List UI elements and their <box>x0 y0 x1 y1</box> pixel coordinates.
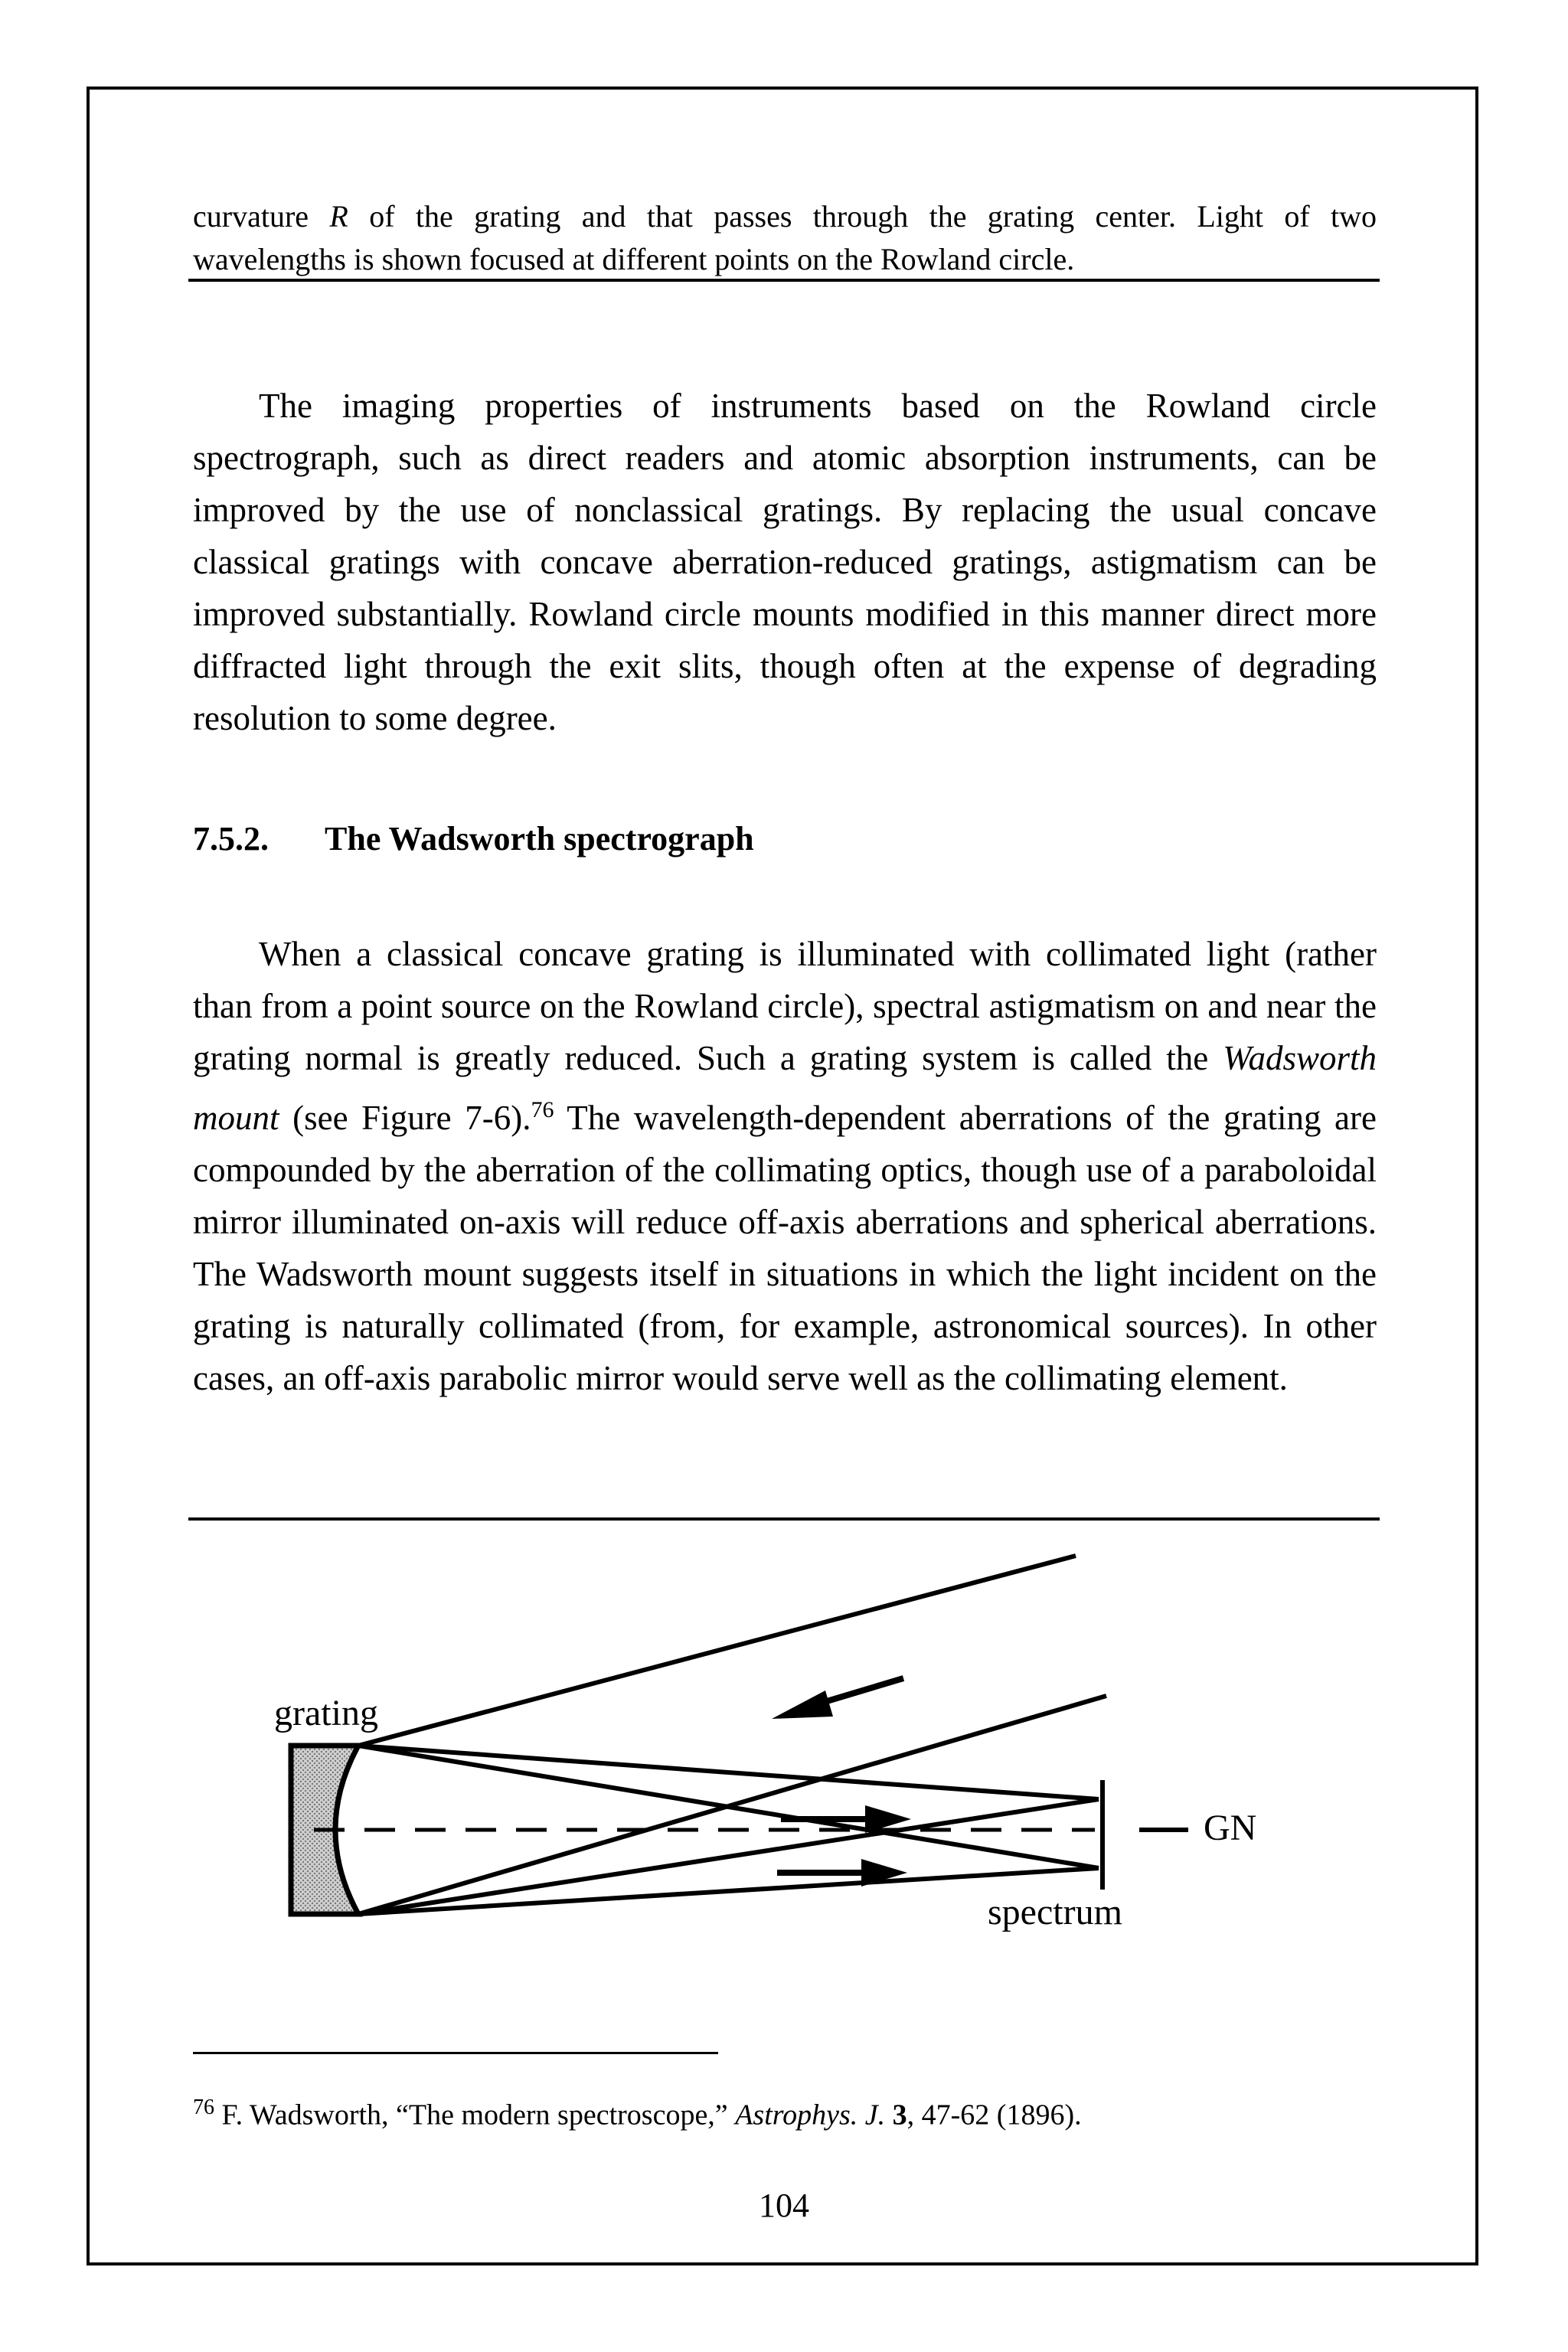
text-run: The wavelength-dependent aberrations of the grating are compounded by the aberration of the collimating optics, though use of a paraboloidal mirror illuminated on-axis will reduce off-axis aberrations and spherical aberrations. The Wadsworth mount suggests itself in situations in which the light incident on the grating is naturally collimated (from, for example, astronomical sources). In other cases, an off-axis parabolic mirror would serve well as the collimating element. <box>193 1099 1377 1397</box>
term-italic: Wadsworth mount <box>193 1039 1377 1137</box>
footnote-reference[interactable]: 76 <box>531 1097 554 1122</box>
incident-ray-top <box>358 1556 1076 1746</box>
text-run: When a classical concave grating is illuminated with collimated light (rather than from a point source on the Rowland circle), spectral astigmatism on and near the grating normal is greatly reduced. Such a grating system is called the <box>193 935 1377 1077</box>
paragraph-text: The imaging properties of instruments based on the Rowland circle spectrograph, such as direct readers and atomic absorption instruments, can be improved by the use of nonclassical gratings. By replacing the usual concave classical gratings with concave aberration-reduced gratings, astigmatism can be improved substantially. Rowland circle mounts modified in this manner direct more diffracted light through the exit slits, though often at the expense of degrading resolution to some degree. <box>193 387 1377 737</box>
figure-rule <box>188 1517 1380 1521</box>
diffracted-ray <box>358 1746 1099 1799</box>
caption-variable: R <box>329 199 348 234</box>
caption-text: curvature <box>193 199 330 234</box>
grating-label: grating <box>274 1693 378 1733</box>
spectrum-label: spectrum <box>988 1892 1122 1932</box>
caption-rule <box>188 279 1380 282</box>
diffracted-ray <box>358 1746 1099 1868</box>
footnote-text: F. Wadsworth, “The modern spectroscope,” <box>221 2099 736 2132</box>
footnote-journal: Astrophys. J. <box>735 2099 886 2132</box>
section-title: The Wadsworth spectrograph <box>325 820 754 858</box>
footnote <box>193 2086 1377 2137</box>
section-number: 7.5.2. <box>193 820 269 858</box>
caption-line: wavelengths is shown focused at different points on the Rowland circle. <box>193 242 1075 276</box>
figure-caption-continuation <box>193 195 1377 281</box>
page-number: 104 <box>759 2187 809 2224</box>
gn-label: GN <box>1204 1808 1257 1848</box>
footnote-volume: 3 <box>892 2099 907 2132</box>
section-heading <box>193 819 1377 858</box>
paragraph-2 <box>193 928 1377 1404</box>
footnote-rule <box>193 2052 718 2054</box>
incoming-arrow <box>772 1678 903 1719</box>
caption-text: of the grating and that passes through the grating center. Light of two <box>348 199 1377 234</box>
wadsworth-figure <box>260 1539 1256 1968</box>
incident-ray-bottom <box>358 1696 1106 1914</box>
text-run: (see Figure 7-6). <box>279 1099 531 1137</box>
footnote-number: 76 <box>193 2096 214 2119</box>
paragraph-1 <box>193 380 1377 744</box>
paragraph-text <box>193 928 1377 1404</box>
footnote-pages: , 47-62 (1896). <box>906 2099 1082 2132</box>
